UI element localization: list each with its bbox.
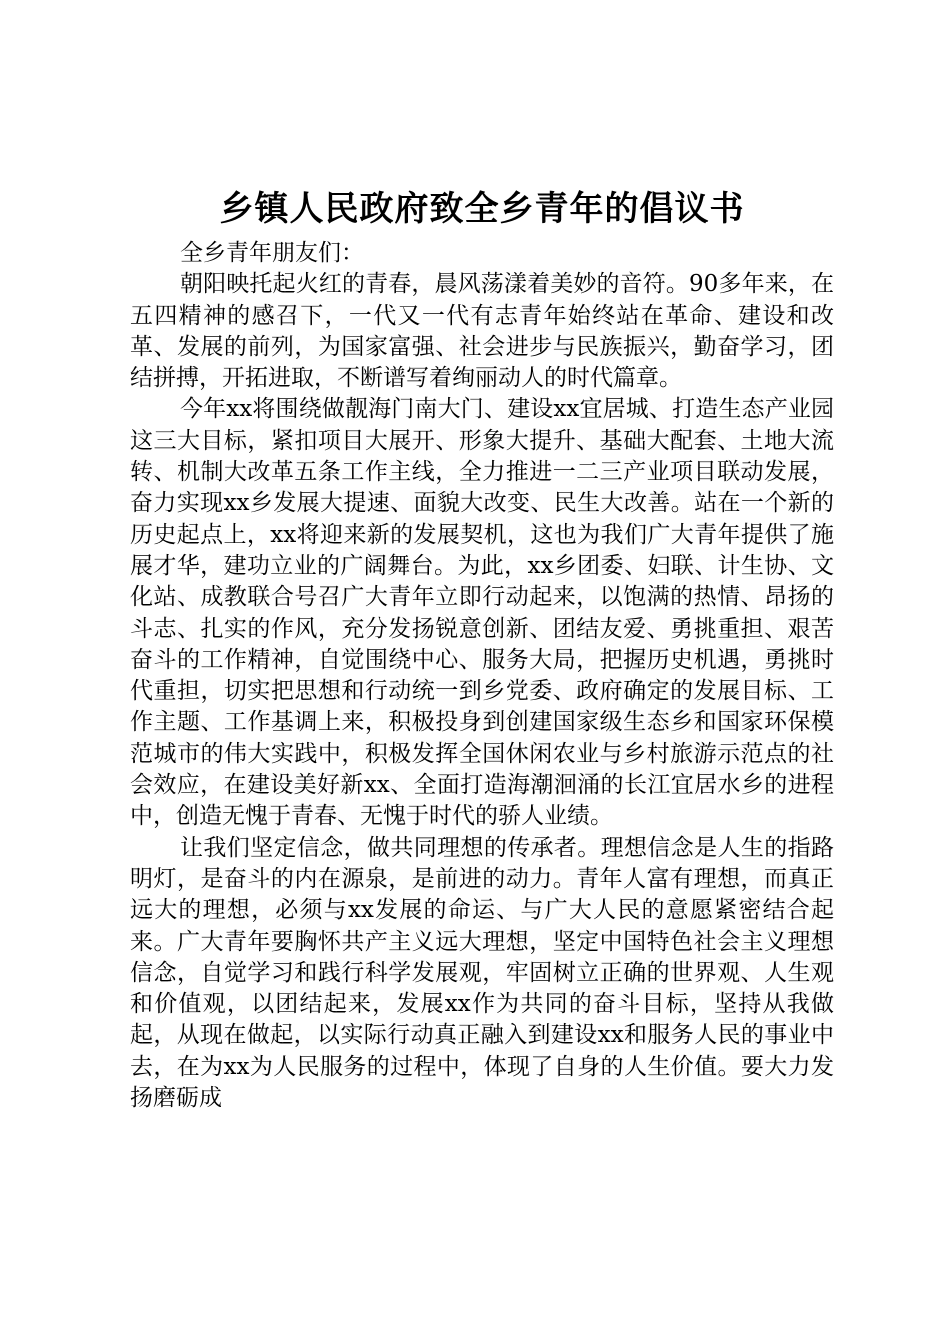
paragraph-1: 朝阳映托起火红的青春，晨风荡漾着美妙的音符。90多年来，在五四精神的感召下，一代又一代有志青年始终站在革命、建设和改革、发展的前列，为国家富强、社会进步与民族振兴，勤奋学习，团结拼搏，开拓进取，不断谱写着绚丽动人的时代篇章。 — [130, 271, 834, 392]
paragraph-2: 今年xx将围绕做靓海门南大门、建设xx宜居城、打造生态产业园这三大目标，紧扣项目大展开、形象大提升、基础大配套、土地大流转、机制大改革五条工作主线，全力推进一二三产业项目联动发展，奋力实现xx乡发展大提速、面貌大改变、民生大改善。站在一个新的历史起点上，xx将迎来新的发展契机，这也为我们广大青年提供了施展才华，建功立业的广阔舞台。为此，xx乡团委、妇联、计生协、文化站、成教联合号召广大青年立即行动起来，以饱满的热情、昂扬的斗志、扎实的作风，充分发扬锐意创新、团结友爱、勇挑重担、艰苦奋斗的工作精神，自觉围绕中心、服务大局，把握历史机遇，勇挑时代重担，切实把思想和行动统一到乡党委、政府确定的发展目标、工作主题、工作基调上来，积极投身到创建国家级生态乡和国家环保模范城市的伟大实践中，积极发挥全国休闲农业与乡村旅游示范点的社会效应，在建设美好新xx、全面打造海潮洄涌的长江宜居水乡的进程中，创造无愧于青春、无愧于时代的骄人业绩。 — [130, 396, 834, 830]
document-body — [130, 186, 834, 1114]
paragraph-3: 让我们坚定信念，做共同理想的传承者。理想信念是人生的指路明灯，是奋斗的内在源泉，是前进的动力。青年人富有理想，而真正远大的理想，必须与xx发展的命运、与广大人民的意愿紧密结合起来。广大青年要胸怀共产主义远大理想，坚定中国特色社会主义理想信念，自觉学习和践行科学发展观，牢固树立正确的世界观、人生观和价值观，以团结起来，发展xx作为共同的奋斗目标，坚持从我做起，从现在做起，以实际行动真正融入到建设xx和服务人民的事业中去，在为xx为人民服务的过程中，体现了自身的人生价值。要大力发扬磨砺成 — [130, 834, 834, 1112]
document-title: 乡镇人民政府致全乡青年的倡议书 — [219, 189, 745, 229]
salutation: 全乡青年朋友们： — [180, 240, 364, 266]
